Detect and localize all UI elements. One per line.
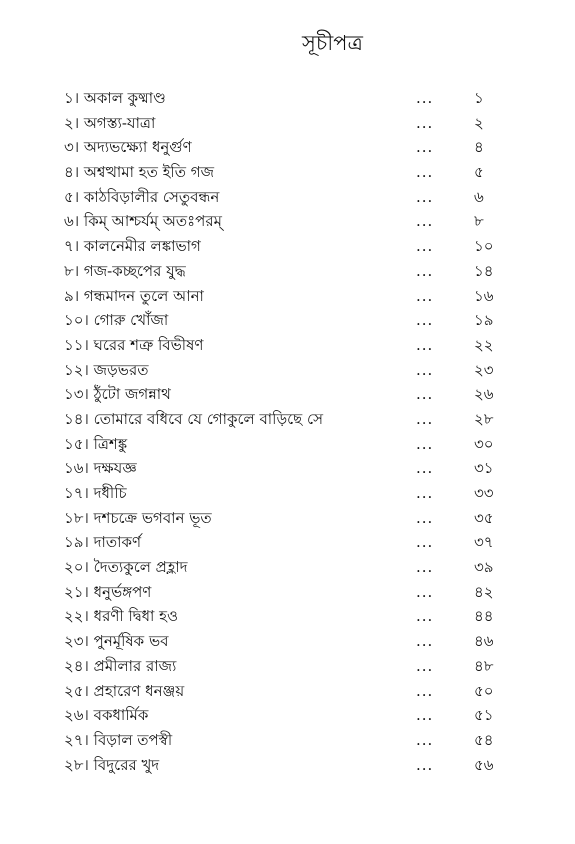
toc-entry-label <box>64 86 166 111</box>
toc-entry-label <box>64 506 212 531</box>
toc-entry <box>64 111 504 136</box>
dot-leader: ... <box>416 237 434 256</box>
toc-entry-label <box>64 728 172 753</box>
entry-page-number: ৫১ <box>474 706 494 725</box>
entry-page-number: ১৬ <box>474 286 494 305</box>
toc-entry-label <box>64 407 323 432</box>
toc-entry <box>64 703 504 728</box>
entry-page-number: ৩৯ <box>474 558 494 577</box>
entry-page-number: ৩৭ <box>474 533 494 552</box>
entry-title: ধনুর্ভঙ্গপণ <box>93 582 152 601</box>
toc-entry-label <box>64 333 203 358</box>
entry-title: অগস্ত্য-যাত্রা <box>83 113 156 132</box>
entry-number: ১৩। <box>64 385 89 404</box>
dot-leader: ... <box>416 730 434 749</box>
entry-number: ২৫। <box>64 681 89 700</box>
dot-leader: ... <box>416 360 434 379</box>
dot-leader: ... <box>416 187 434 206</box>
entry-page-number: ২৬ <box>474 385 494 404</box>
toc-entry <box>64 530 504 555</box>
toc-entry <box>64 185 504 210</box>
entry-number: ২০। <box>64 558 89 577</box>
toc-entry <box>64 234 504 259</box>
entry-title: বকধার্মিক <box>93 706 149 725</box>
entry-page-number: ৪৪ <box>474 607 494 626</box>
entry-number: ৪। <box>64 163 80 182</box>
entry-page-number: ৩৩ <box>474 484 494 502</box>
entry-title: প্রমীলার রাজ্য <box>93 656 177 675</box>
entry-title: দাতাকর্ণ <box>93 533 142 552</box>
entry-number: ২৮। <box>64 755 89 774</box>
entry-title: পুনর্মূষিক ভব <box>93 632 169 651</box>
toc-entry <box>64 654 504 679</box>
toc-entry <box>64 456 504 481</box>
toc-entry-label <box>64 111 155 136</box>
toc-entry-label <box>64 654 176 679</box>
table-of-contents <box>64 86 504 777</box>
dot-leader: ... <box>416 89 434 107</box>
entry-title: দৈত্যকুলে প্রহ্লাদ <box>93 558 188 577</box>
entry-number: ১২। <box>64 360 89 379</box>
dot-leader: ... <box>416 558 434 577</box>
toc-entry-label <box>64 481 127 506</box>
entry-number: ১। <box>64 89 80 107</box>
toc-entry <box>64 679 504 704</box>
entry-page-number: ৩০ <box>474 434 494 453</box>
toc-entry <box>64 382 504 407</box>
toc-entry-label <box>64 555 188 580</box>
entry-page-number: ১০ <box>474 237 494 256</box>
entry-page-number: ৪ <box>474 138 484 157</box>
toc-entry <box>64 753 504 778</box>
entry-page-number: ৫৪ <box>474 730 494 749</box>
entry-number: ২৩। <box>64 632 89 651</box>
entry-number: ১০। <box>64 311 89 330</box>
dot-leader: ... <box>416 311 434 330</box>
entry-number: ১৫। <box>64 434 89 453</box>
toc-entry <box>64 481 504 506</box>
toc-entry <box>64 358 504 383</box>
toc-entry-label <box>64 234 201 259</box>
entry-number: ৫। <box>64 187 80 206</box>
entry-number: ২১। <box>64 582 89 601</box>
toc-entry-label <box>64 308 168 333</box>
dot-leader: ... <box>416 755 434 774</box>
toc-entry <box>64 629 504 654</box>
dot-leader: ... <box>416 385 434 404</box>
entry-title: দক্ষযজ্ঞ <box>93 459 137 478</box>
entry-page-number: ২২ <box>474 335 494 354</box>
entry-title: প্রহারেণ ধনঞ্জয় <box>93 681 185 700</box>
toc-entry-label <box>64 604 178 629</box>
dot-leader: ... <box>416 113 434 132</box>
toc-entry-label <box>64 530 141 555</box>
dot-leader: ... <box>416 286 434 305</box>
entry-title: ধরণী দ্বিধা হও <box>93 607 179 626</box>
entry-number: ১১। <box>64 335 89 354</box>
dot-leader: ... <box>416 138 434 157</box>
entry-title: গোরু খোঁজা <box>93 311 169 330</box>
dot-leader: ... <box>416 434 434 453</box>
entry-number: ৮। <box>64 261 80 280</box>
entry-title: ত্রিশঙ্কু <box>93 434 128 453</box>
entry-title: গন্ধমাদন তুলে আনা <box>83 286 204 305</box>
entry-number: ২৬। <box>64 706 89 725</box>
entry-number: ২৭। <box>64 730 89 749</box>
entry-page-number: ২৮ <box>474 409 494 428</box>
toc-entry-label <box>64 629 168 654</box>
toc-entry-label <box>64 135 192 160</box>
entry-page-number: ১ <box>474 89 484 107</box>
entry-number: ১৭। <box>64 484 89 502</box>
entry-number: ৯। <box>64 286 80 305</box>
entry-number: ২২। <box>64 607 89 626</box>
dot-leader: ... <box>416 212 434 231</box>
toc-entry <box>64 209 504 234</box>
entry-title: কালনেমীর লঙ্কাভাগ <box>83 237 201 256</box>
toc-entry-label <box>64 358 148 383</box>
dot-leader: ... <box>416 409 434 428</box>
entry-title: বিদুরের খুদ <box>93 755 160 774</box>
dot-leader: ... <box>416 681 434 700</box>
entry-title: কাঠবিড়ালীর সেতুবন্ধন <box>83 187 220 206</box>
toc-entry-label <box>64 456 137 481</box>
entry-page-number: ৪৮ <box>474 656 494 675</box>
page-title: সূচীপত্র <box>302 31 363 55</box>
dot-leader: ... <box>416 261 434 280</box>
entry-title: ঠুঁটো জগন্নাথ <box>93 385 171 404</box>
entry-page-number: ২ <box>474 113 484 132</box>
toc-entry <box>64 728 504 753</box>
dot-leader: ... <box>416 163 434 182</box>
dot-leader: ... <box>416 508 434 527</box>
entry-title: অশ্বত্থামা হত ইতি গজ <box>83 163 215 182</box>
entry-number: ১৮। <box>64 508 89 527</box>
entry-title: গজ-কচ্ছপের যুদ্ধ <box>83 261 186 280</box>
entry-title: অকাল কুষ্মাণ্ড <box>83 89 166 107</box>
toc-entry <box>64 284 504 309</box>
dot-leader: ... <box>416 582 434 601</box>
entry-page-number: ১৪ <box>474 261 494 280</box>
entry-title: ঘরের শত্রু বিভীষণ <box>93 335 204 354</box>
entry-page-number: ৩৫ <box>474 508 494 527</box>
entry-number: ২। <box>64 113 80 132</box>
entry-page-number: ১৯ <box>474 311 494 330</box>
entry-title: দধীচি <box>93 484 127 502</box>
entry-number: ১৯। <box>64 533 89 552</box>
toc-entry-label <box>64 432 127 457</box>
entry-page-number: ৪২ <box>474 582 494 601</box>
dot-leader: ... <box>416 335 434 354</box>
dot-leader: ... <box>416 632 434 651</box>
entry-title: বিড়াল তপস্বী <box>93 730 173 749</box>
toc-entry-label <box>64 753 159 778</box>
entry-number: ১৬। <box>64 459 89 478</box>
entry-number: ৭। <box>64 237 80 256</box>
dot-leader: ... <box>416 484 434 502</box>
dot-leader: ... <box>416 706 434 725</box>
toc-entry <box>64 580 504 605</box>
toc-entry <box>64 555 504 580</box>
entry-page-number: ৮ <box>474 212 484 231</box>
entry-title: অদ্যভক্ষ্যো ধনুর্গুণ <box>83 138 192 157</box>
toc-entry <box>64 333 504 358</box>
toc-entry <box>64 308 504 333</box>
toc-entry-label <box>64 284 204 309</box>
toc-entry-label <box>64 185 219 210</box>
toc-entry <box>64 506 504 531</box>
toc-entry <box>64 407 504 432</box>
entry-page-number: ৬ <box>474 187 484 206</box>
toc-entry-label <box>64 580 151 605</box>
dot-leader: ... <box>416 459 434 478</box>
entry-page-number: ৫ <box>474 163 484 182</box>
toc-entry-label <box>64 209 222 234</box>
entry-page-number: ৫৬ <box>474 755 494 774</box>
entry-number: ৬। <box>64 212 80 231</box>
dot-leader: ... <box>416 533 434 552</box>
dot-leader: ... <box>416 607 434 626</box>
toc-entry <box>64 135 504 160</box>
toc-entry <box>64 160 504 185</box>
entry-title: তোমারে বধিবে যে গোকুলে বাড়িছে সে <box>93 409 324 428</box>
toc-entry <box>64 432 504 457</box>
toc-entry <box>64 86 504 111</box>
toc-entry-label <box>64 160 214 185</box>
entry-page-number: ৩১ <box>474 459 494 478</box>
entry-number: ৩। <box>64 138 80 157</box>
entry-page-number: ৪৬ <box>474 632 494 651</box>
entry-title: কিম্ আশ্চর্যম্ অতঃপরম্ <box>83 212 222 231</box>
entry-title: জড়ভরত <box>93 360 149 379</box>
dot-leader: ... <box>416 656 434 675</box>
entry-number: ১৪। <box>64 409 89 428</box>
toc-entry-label <box>64 382 171 407</box>
entry-title: দশচক্রে ভগবান ভূত <box>93 508 212 527</box>
toc-entry-label <box>64 703 148 728</box>
toc-entry-label <box>64 679 184 704</box>
toc-entry <box>64 604 504 629</box>
entry-page-number: ২৩ <box>474 360 494 379</box>
entry-number: ২৪। <box>64 656 89 675</box>
entry-page-number: ৫০ <box>474 681 494 700</box>
toc-entry-label <box>64 259 186 284</box>
toc-entry <box>64 259 504 284</box>
